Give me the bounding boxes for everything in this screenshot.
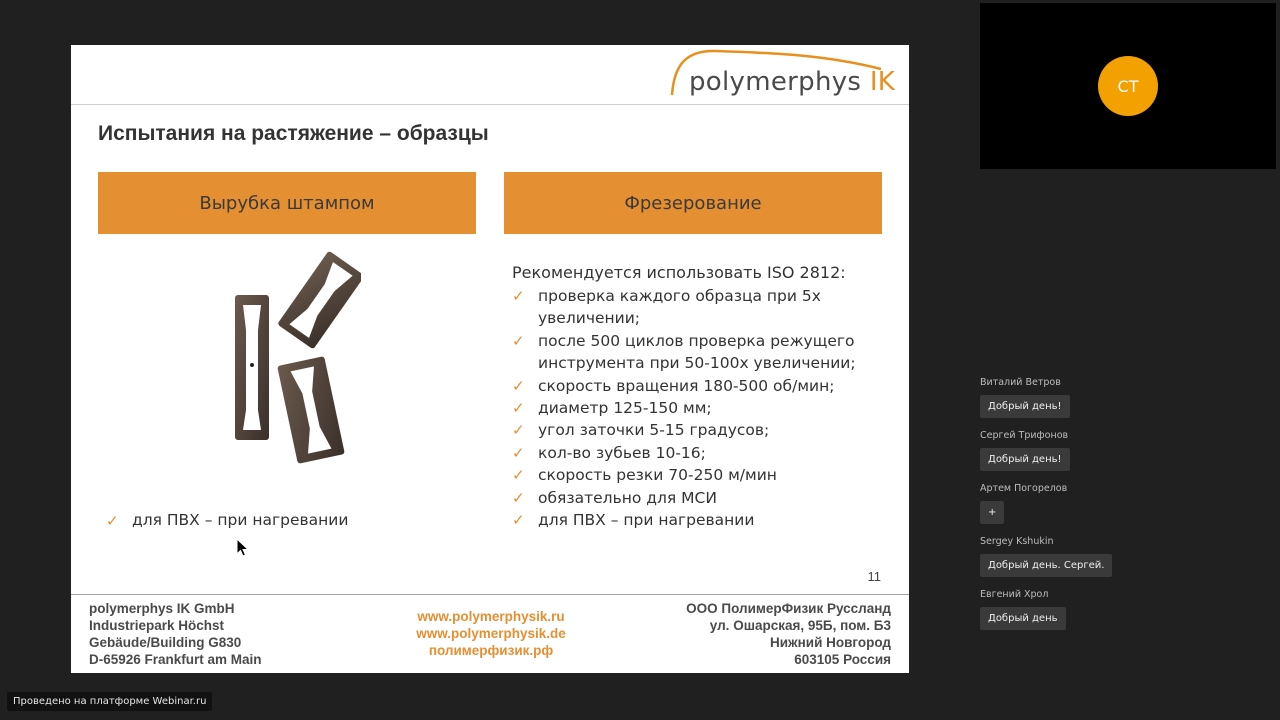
chat-author: Артем Погорелов xyxy=(980,483,1068,494)
website-link: полимерфизик.рф xyxy=(428,643,554,658)
chat-text: + xyxy=(980,501,1004,524)
milling-checklist xyxy=(512,285,878,531)
iso-intro: Рекомендуется использовать ISO 2812: xyxy=(512,263,846,282)
specimen-frame xyxy=(235,295,269,440)
platform-badge[interactable]: Проведено на платформе Webinar.ru xyxy=(7,692,212,711)
list-item: ✓ проверка каждого образца при 5х увеличении; xyxy=(512,287,821,328)
list-item: ✓ обязательно для МСИ xyxy=(512,487,878,509)
participant-avatar: СТ xyxy=(1098,56,1158,116)
list-item: ✓ кол-во зубьев 10-16; xyxy=(512,442,878,464)
list-item: ✓ скорость резки 70-250 м/мин xyxy=(512,464,878,486)
footer-divider xyxy=(71,594,909,595)
page-number: 11 xyxy=(867,569,881,584)
list-item: ✓ угол заточки 5-15 градусов; xyxy=(512,419,878,441)
list-item: ✓ после 500 циклов проверка режущего инструмента при 50-100х увеличении; xyxy=(512,331,856,373)
chat-message xyxy=(980,376,1270,418)
video-tile[interactable] xyxy=(980,3,1276,169)
column-header-milling: Фрезерование xyxy=(504,172,882,234)
specimen-image xyxy=(221,250,361,470)
footer-websites xyxy=(371,608,611,659)
chat-author: Сергей Трифонов xyxy=(980,430,1069,441)
specimen-bottom xyxy=(277,356,345,464)
chat-text: Добрый день! xyxy=(980,395,1070,418)
chat-author: Виталий Ветров xyxy=(980,377,1061,388)
die-cutting-note: ✓ для ПВХ – при нагревании xyxy=(106,511,349,530)
chat-message xyxy=(980,482,1270,524)
chat-message xyxy=(980,588,1270,630)
column-header-die-cutting: Вырубка штампом xyxy=(98,172,476,234)
website-link: www.polymerphysik.de xyxy=(416,626,566,641)
chat-message xyxy=(980,429,1270,471)
chat-message xyxy=(980,535,1270,577)
checkmark-icon: ✓ xyxy=(512,376,525,395)
checkmark-icon: ✓ xyxy=(512,331,525,350)
logo-brand: polymerphys xyxy=(689,67,862,97)
slide-title: Испытания на растяжение – образцы xyxy=(98,122,489,145)
chat-panel xyxy=(980,376,1270,641)
checkmark-icon: ✓ xyxy=(512,466,525,485)
chat-text: Добрый день. Сергей. xyxy=(980,554,1112,577)
checkmark-icon: ✓ xyxy=(512,287,525,305)
specimen-top xyxy=(277,251,361,350)
presentation-slide xyxy=(71,45,909,673)
checkmark-icon: ✓ xyxy=(106,512,119,530)
checkmark-icon: ✓ xyxy=(512,511,525,530)
list-item: ✓ скорость вращения 180-500 об/мин; xyxy=(512,375,878,397)
list-item: ✓ диаметр 125-150 мм; xyxy=(512,397,878,419)
mouse-cursor-icon xyxy=(236,538,250,558)
header-divider xyxy=(71,104,909,105)
list-item: ✓ для ПВХ – при нагревании xyxy=(512,509,878,531)
chat-text: Добрый день! xyxy=(980,448,1070,471)
checkmark-icon: ✓ xyxy=(512,399,525,418)
checkmark-icon: ✓ xyxy=(512,421,525,440)
company-logo xyxy=(666,45,896,103)
checkmark-icon: ✓ xyxy=(512,488,525,507)
chat-author: Евгений Хрол xyxy=(980,589,1049,600)
logo-text xyxy=(689,67,895,97)
chat-author: Sergey Kshukin xyxy=(980,536,1054,547)
logo-suffix: IK xyxy=(869,67,896,97)
checkmark-icon: ✓ xyxy=(512,443,525,462)
chat-text: Добрый день xyxy=(980,607,1066,630)
website-link: www.polymerphysik.ru xyxy=(417,609,565,624)
footer-address-germany: polymerphys IK GmbH Industriepark Höchst Gebäude/Building G830 D-65926 Frankfurt am Main xyxy=(89,601,262,667)
footer-address-russia: ООО ПолимерФизик Руссланд ул. Ошарская, 95Б, пом. Б3 Нижний Новгород 603105 Россия xyxy=(686,601,891,667)
